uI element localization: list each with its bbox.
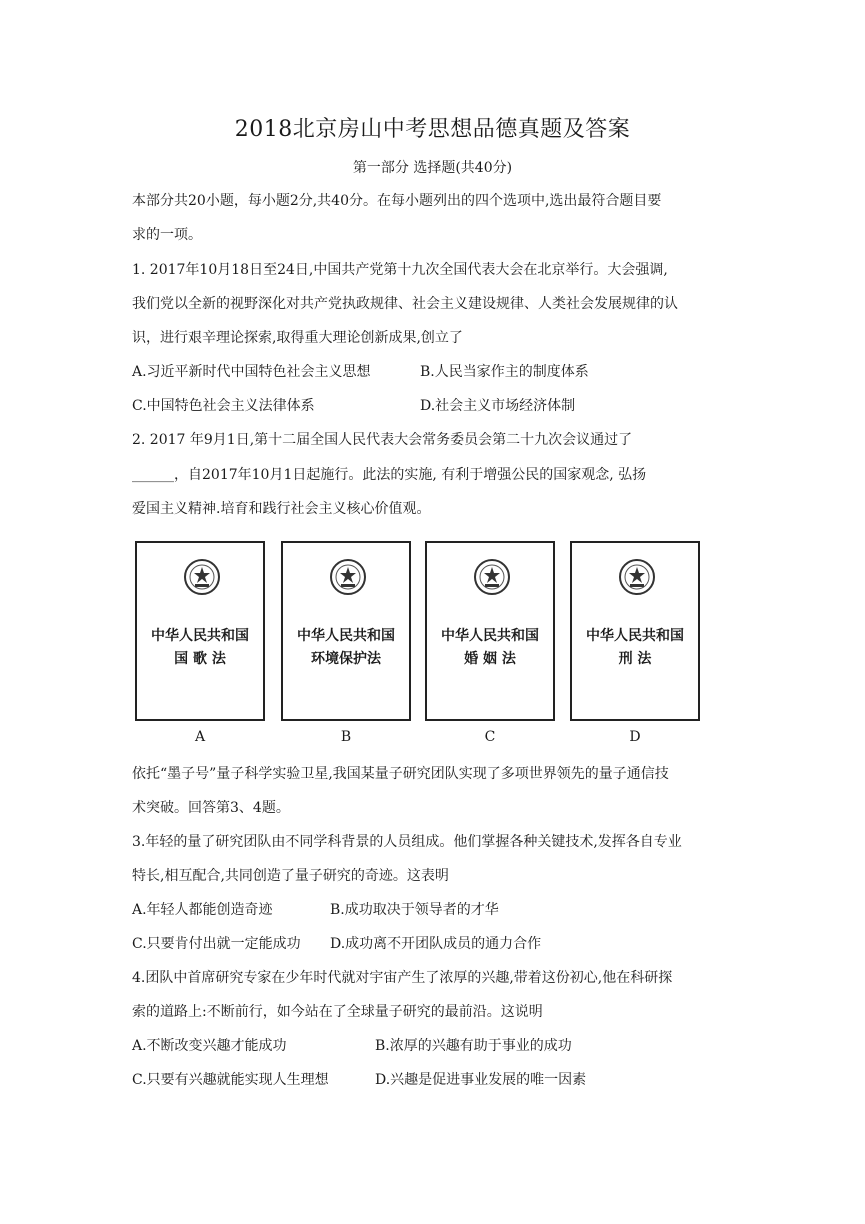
question-3-option-d: D.成功离不开团队成员的通力合作 (330, 936, 542, 952)
law-book-cover-a (135, 541, 265, 721)
question-1-option-a: A.习近平新时代中国特色社会主义思想 (132, 364, 371, 380)
question-1-stem: 识，进行艰辛理论探索,取得重大理论创新成果,创立了 (132, 330, 463, 346)
national-emblem-icon (328, 557, 368, 597)
book-title-line-2: 刑 法 (618, 651, 652, 667)
question-4-option-b: B.浓厚的兴趣有助于事业的成功 (375, 1038, 572, 1054)
book-title-line-1: 中华人民共和国 (441, 628, 539, 644)
book-title-line-2: 婚 姻 法 (464, 651, 516, 667)
book-title-line-2: 环境保护法 (311, 651, 381, 667)
national-emblem-icon (182, 557, 222, 597)
law-book-cover-c (425, 541, 555, 721)
question-1-option-d: D.社会主义市场经济体制 (420, 398, 576, 414)
law-book-cover-d (570, 541, 700, 721)
question-3-option-b: B.成功取决于领导者的才华 (330, 902, 499, 918)
book-label-d: D (629, 729, 641, 745)
book-title-line-1: 中华人民共和国 (297, 628, 395, 644)
book-label-b: B (340, 729, 352, 745)
question-1-option-b: B.人民当家作主的制度体系 (420, 364, 589, 380)
question-2-stem: 2. 2017 年9月1日,第十二届全国人民代表大会常务委员会第二十九次会议通过了 (132, 432, 633, 448)
question-4-option-d: D.兴趣是促进事业发展的唯一因素 (375, 1072, 587, 1088)
page-title: 2018北京房山中考思想品德真题及答案 (234, 117, 631, 142)
question-3-option-c: C.只要肯付出就一定能成功 (132, 936, 301, 952)
question-4-option-a: A.不断改变兴趣才能成功 (132, 1038, 287, 1054)
question-2-stem: 爱国主义精神.培育和践行社会主义核心价值观。 (132, 501, 431, 517)
book-label-c: C (484, 729, 496, 745)
book-label-a: A (194, 729, 206, 745)
book-title-line-1: 中华人民共和国 (586, 628, 684, 644)
question-3-stem: 3.年轻的量了研究团队由不同学科背景的人员组成。他们掌握各种关键技术,发挥各自专业 (132, 834, 682, 850)
question-2-stem: ______，自2017年10月1日起施行。此法的实施, 有利于增强公民的国家观念, 弘扬 (132, 467, 647, 483)
law-book-cover-b (281, 541, 411, 721)
national-emblem-icon (617, 557, 657, 597)
intro-line: 本部分共20小题，每小题2分,共40分。在每小题列出的四个选项中,选出最符合题目要 (132, 193, 662, 209)
passage-line: 术突破。回答第3、4题。 (132, 800, 290, 816)
passage-line: 依托“墨子号”量子科学实验卫星,我国某量子研究团队实现了多项世界领先的量子通信技 (132, 766, 669, 782)
question-4-stem: 4.团队中首席研究专家在少年时代就对宇宙产生了浓厚的兴趣,带着这份初心,他在科研探 (132, 970, 673, 986)
book-title-line-2: 国 歌 法 (174, 651, 226, 667)
book-title-line-1: 中华人民共和国 (151, 628, 249, 644)
intro-line: 求的一项。 (132, 227, 202, 243)
question-4-option-c: C.只要有兴趣就能实现人生理想 (132, 1072, 329, 1088)
section-subtitle: 第一部分 选择题(共40分) (352, 160, 513, 176)
national-emblem-icon (472, 557, 512, 597)
question-4-stem: 索的道路上:不断前行，如今站在了全球量子研究的最前沿。这说明 (132, 1004, 543, 1020)
question-1-stem: 1. 2017年10月18日至24日,中国共产党第十九次全国代表大会在北京举行。大会强调, (132, 262, 668, 278)
question-3-stem: 特长,相互配合,共同创造了量子研究的奇迹。这表明 (132, 868, 449, 884)
question-3-option-a: A.年轻人都能创造奇迹 (132, 902, 273, 918)
question-1-option-c: C.中国特色社会主义法律体系 (132, 398, 315, 414)
question-1-stem: 我们党以全新的视野深化对共产党执政规律、社会主义建设规律、人类社会发展规律的认 (132, 296, 678, 312)
